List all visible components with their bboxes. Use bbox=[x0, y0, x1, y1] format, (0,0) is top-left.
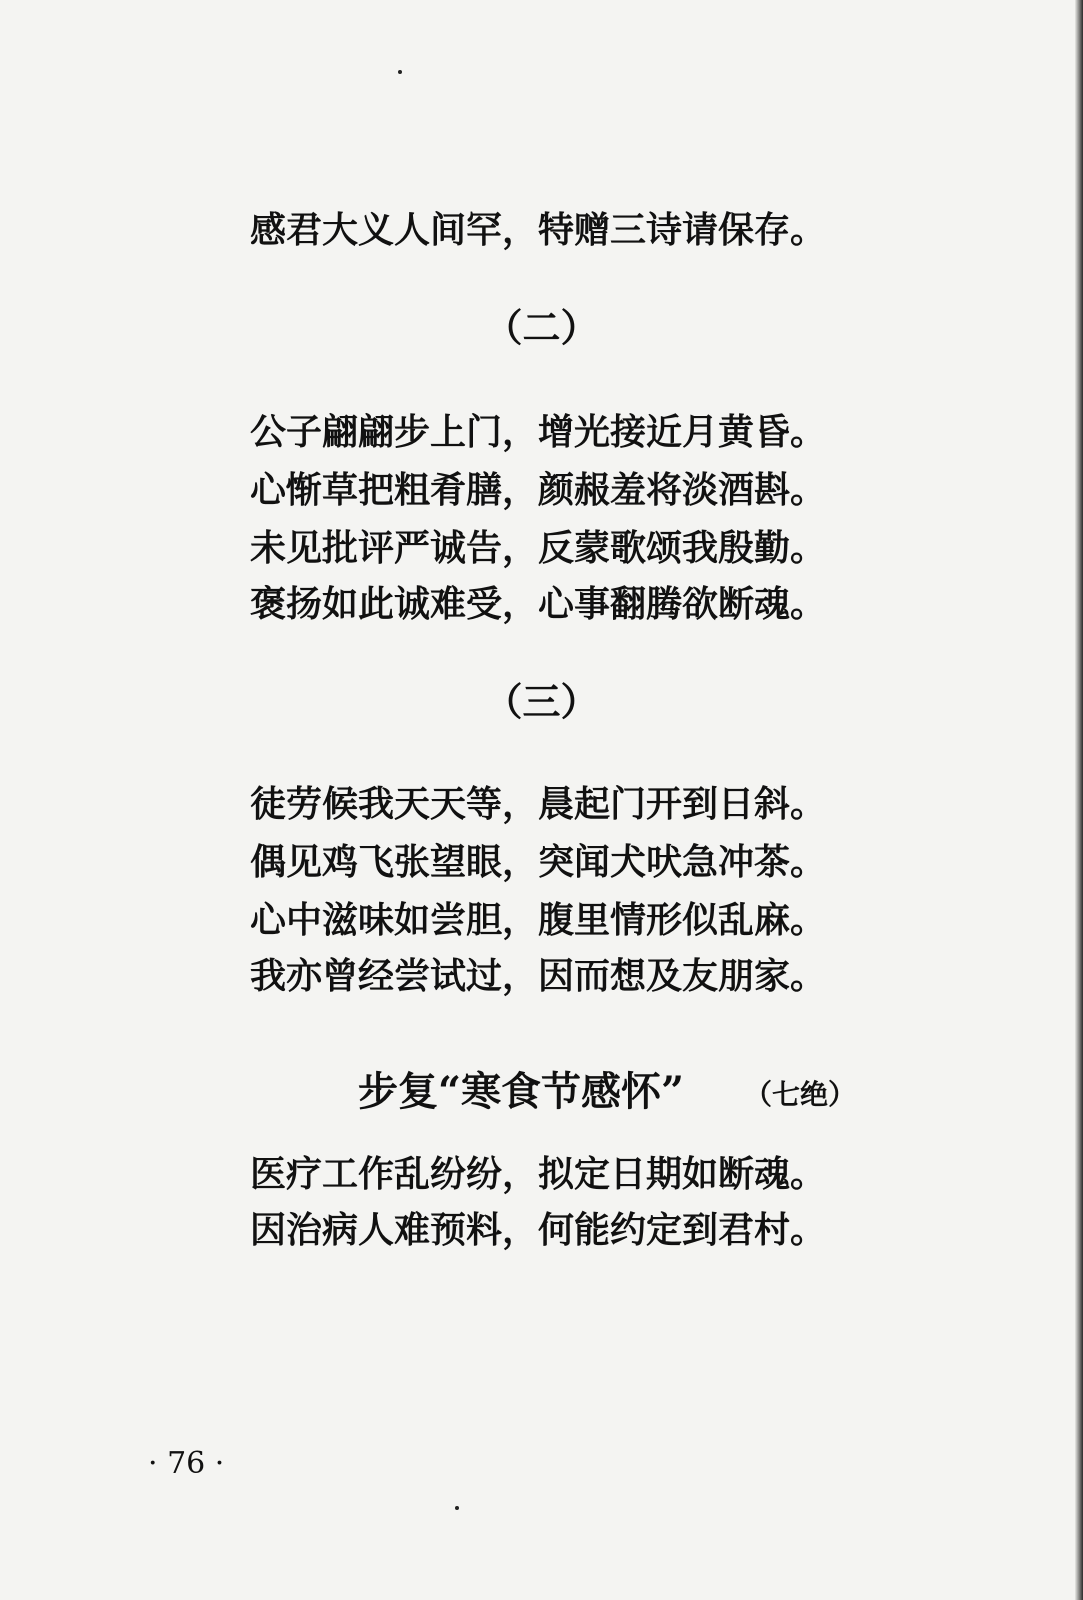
section-three-line-3: 心中滋味如尝胆，腹里情形似乱麻。 bbox=[250, 899, 827, 941]
poem-title: 步复“寒食节感怀” bbox=[358, 1068, 685, 1115]
section-three-line-4: 我亦曾经尝试过，因而想及友朋家。 bbox=[250, 955, 827, 997]
page-number: · 76 · bbox=[148, 1446, 225, 1481]
page-edge-shadow bbox=[1075, 0, 1083, 1600]
section-two-line-2: 心惭草把粗肴膳，颜赧羞将淡酒斟。 bbox=[250, 469, 827, 511]
section-two-line-3: 未见批评严诚告，反蒙歌颂我殷勤。 bbox=[250, 527, 827, 569]
print-speck bbox=[455, 1506, 459, 1510]
section-two-line-4: 褒扬如此诚难受，心事翻腾欲断魂。 bbox=[250, 583, 827, 625]
section-three-line-1: 徒劳候我天天等，晨起门开到日斜。 bbox=[250, 783, 827, 825]
section-three-marker: （三） bbox=[484, 679, 599, 724]
section-two-line-1: 公子翩翩步上门，增光接近月黄昏。 bbox=[250, 411, 827, 453]
section-two-marker: （二） bbox=[484, 305, 599, 350]
poem-line-2: 因治病人难预料，何能约定到君村。 bbox=[250, 1209, 827, 1251]
section-three-line-2: 偶见鸡飞张望眼，突闻犬吠急冲茶。 bbox=[250, 841, 827, 883]
poem-form-label: （七绝） bbox=[744, 1078, 857, 1111]
print-speck bbox=[398, 70, 402, 74]
poem-line-1: 医疗工作乱纷纷，拟定日期如断魂。 bbox=[250, 1153, 827, 1195]
opening-line: 感君大义人间罕，特赠三诗请保存。 bbox=[250, 209, 827, 251]
